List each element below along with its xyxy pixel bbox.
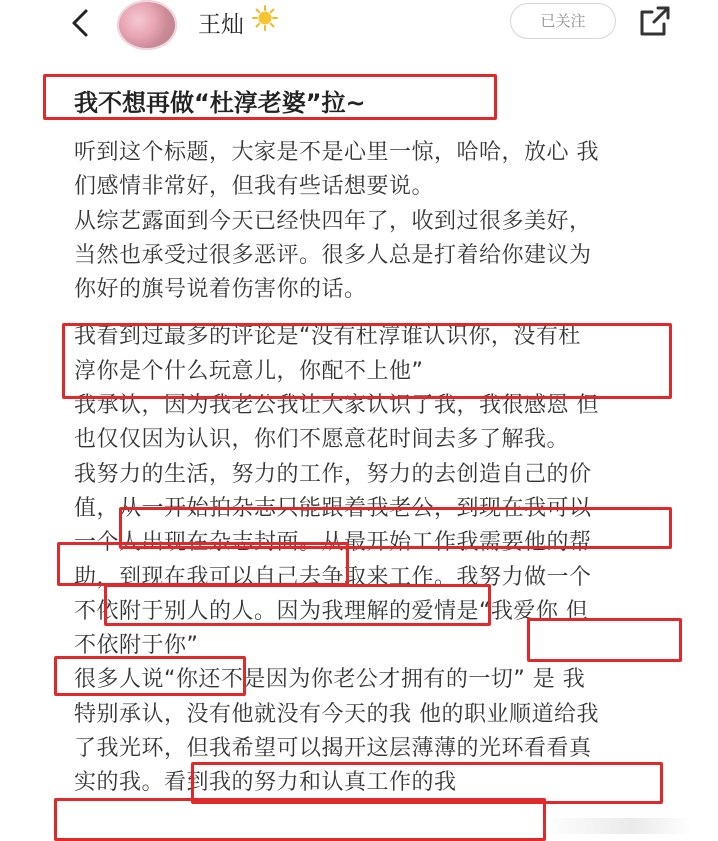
text-line: 们感情非常好，但我有些话想要说。 xyxy=(74,174,435,200)
text-line: 一个人出现在杂志封面。从最开始工作我需要他的帮 xyxy=(74,530,592,556)
sun-badge-icon xyxy=(252,5,278,31)
text-line: 我看到过最多的评论是“没有杜淳谁认识你，没有杜 xyxy=(74,324,581,350)
paragraph-2 xyxy=(74,320,674,800)
text-line: 助，到现在我可以自己去争取来工作。我努力做一个 xyxy=(74,564,592,590)
text-line: 当然也承受过很多恶评。很多人总是打着给你建议为 xyxy=(74,242,592,268)
text-line: 淳你是个什么玩意儿，你配不上他” xyxy=(74,358,424,384)
follow-button[interactable]: 已关注 xyxy=(510,3,616,39)
text-line: 我承认，因为我老公我让大家认识了我，我很感恩 但 xyxy=(74,393,599,419)
text-line: 值，从一开始拍杂志只能跟着我老公，到现在我可以 xyxy=(74,495,592,521)
text-line: 不依附于你” xyxy=(74,633,199,659)
text-line: 你好的旗号说着伤害你的话。 xyxy=(74,277,367,303)
text-line: 了我光环，但我希望可以揭开这层薄薄的光环看看真 xyxy=(74,736,592,762)
watermark xyxy=(542,818,692,834)
text-line: 实的我。看到我的努力和认真工作的我 xyxy=(74,770,457,796)
text-line: 听到这个标题，大家是不是心里一惊，哈哈，放心 我 xyxy=(74,140,599,165)
text-line: 从综艺露面到今天已经快四年了，收到过很多美好， xyxy=(74,208,592,234)
back-arrow-icon[interactable] xyxy=(66,8,96,38)
text-line: 我努力的生活，努力的工作，努力的去创造自己的价 xyxy=(74,461,592,487)
share-icon[interactable] xyxy=(638,4,672,38)
text-line: 也仅仅因为认识，你们不愿意花时间去多了解我。 xyxy=(74,427,570,453)
highlight-box-halo-2 xyxy=(54,798,546,841)
text-line: 不依附于别人的人。因为我理解的爱情是“我爱你 但 xyxy=(74,598,589,624)
post-title: 我不想再做“杜淳老婆”拉~ xyxy=(74,89,366,117)
paragraph-1 xyxy=(74,136,674,307)
text-line: 特别承认，没有他就没有今天的我 他的职业顺道给我 xyxy=(74,701,599,727)
top-bar xyxy=(0,0,718,56)
avatar[interactable] xyxy=(117,0,177,50)
post-body xyxy=(74,84,674,801)
author-name[interactable]: 王灿 xyxy=(198,12,244,38)
text-line: 很多人说“你还不是因为你老公才拥有的一切” 是 我 xyxy=(74,667,586,693)
